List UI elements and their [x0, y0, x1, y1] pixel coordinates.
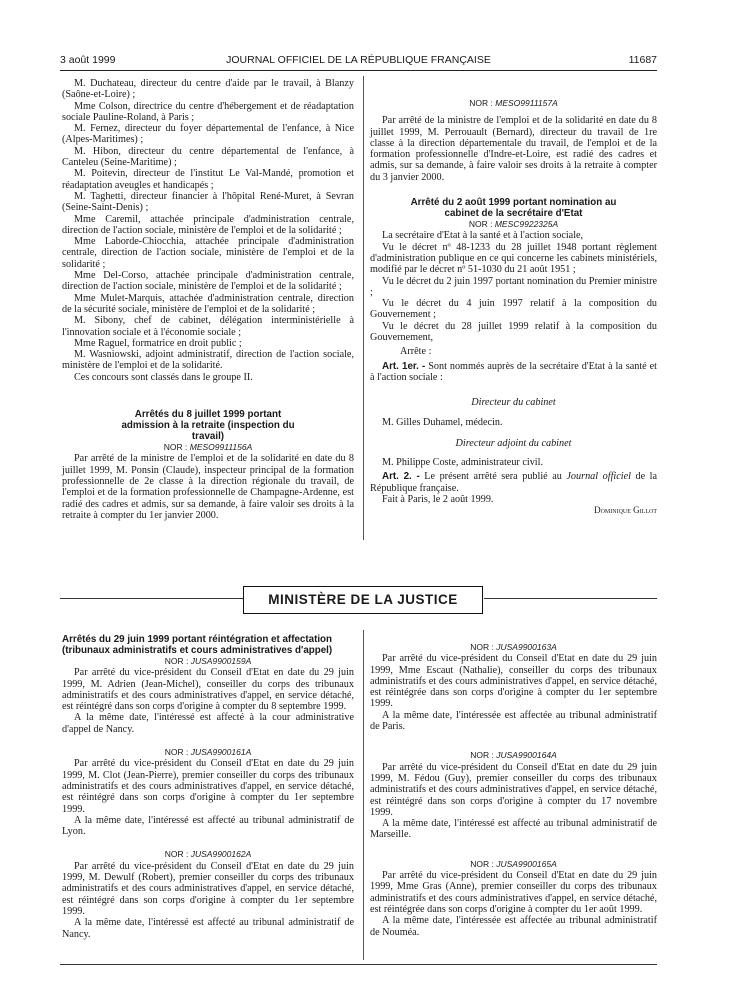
arrete-text: A la même date, l'intéressé est affecté au tribunal administratif de Nancy. — [62, 917, 354, 940]
paragraph: Mme Raguel, formatrice en droit public ; — [74, 337, 242, 349]
nor-label: NOR : — [470, 750, 494, 761]
nor-reference — [370, 642, 657, 653]
paragraph: Mme Caremil, attachée principale d'administration centrale, direction de l'action sociale, ministère de l'emploi et de la solidarité ; — [62, 213, 354, 236]
arrete-text: A la même date, l'intéressé est affecté au tribunal administratif de Lyon. — [62, 814, 354, 838]
bottom-right-column — [370, 642, 657, 938]
visa: La secrétaire d'Etat à la santé et à l'action sociale, — [382, 230, 584, 242]
issue-date: 3 août 1999 — [60, 54, 116, 66]
bottom-left-column — [62, 634, 354, 940]
top-left-column — [62, 78, 354, 521]
nor-reference — [370, 98, 657, 109]
paragraph: M. Duchateau, directeur du centre d'aide par le travail, à Blanzy (Saône-et-Loire) ; — [62, 78, 354, 101]
role-heading: Directeur du cabinet — [471, 397, 556, 409]
nor-code: MESO9911156A — [189, 442, 253, 453]
arrete-text: Par arrêté du vice-président du Conseil d'Etat en date du 29 juin 1999, Mme Gras (Anne), premier conseiller du corps des tribunaux administratifs et des cours administratives d'appel, en service détaché, est réintégrée dans son corps d'origine à compter du 1er août 1999. — [370, 870, 657, 915]
ministry-rule-left — [60, 598, 243, 599]
visa: Vu le décret du 4 juin 1997 relatif à la composition du Gouvernement ; — [370, 298, 657, 321]
paragraph: Mme Laborde-Chiocchia, attachée principale d'administration centrale, direction de l'action sociale, ministère de l'emploi et de la solidarité ; — [62, 236, 354, 270]
running-header — [60, 54, 657, 68]
arrete-text: Par arrêté de la ministre de l'emploi et de la solidarité en date du 8 juillet 1999, M. Ponsin (Claude), inspecteur principal de la formation professionnelle de 2e classe à la direction régionale du travail, de l'emploi et de la formation professionnelle de Champagne-Ardenne, est radié des cadres et admis, sur sa demande, à faire valoir ses droits à la retraite à compter du 1er janvier 2000. — [62, 453, 354, 521]
article-text: Sont nommés auprès de la secrétaire d'Etat à la santé et à l'action sociale : — [370, 360, 657, 383]
paragraph: Mme Del-Corso, attachée principale d'administration centrale, direction de l'action sociale, ministère de l'emploi et de la solidarité ; — [62, 270, 354, 293]
arrete-text: A la même date, l'intéressée est affectée au tribunal administratif de Paris. — [370, 709, 657, 733]
nor-code: JUSA9900163A — [496, 642, 557, 652]
arrete-text: A la même date, l'intéressé est affecté au tribunal administratif de Marseille. — [370, 818, 657, 841]
nor-code: JUSA9900164A — [496, 750, 557, 761]
nor-code: JUSA9900159A — [190, 656, 252, 666]
nor-label: NOR : — [469, 98, 493, 108]
appointee: M. Philippe Coste, administrateur civil. — [382, 457, 544, 469]
ministry-rule-right — [484, 598, 657, 599]
signature: Dominique Gillot — [594, 505, 657, 516]
nor-code: JUSA9900165A — [496, 858, 557, 869]
paragraph: M. Fernez, directeur du foyer départemental de l'enfance, à Nice (Alpes-Maritimes) ; — [62, 123, 354, 146]
nor-reference — [62, 747, 354, 758]
article-label: Art. 2. - — [382, 471, 420, 483]
arrete-word: Arrête : — [400, 346, 432, 358]
nor-code: JUSA9900162A — [190, 849, 252, 860]
article-text: Le présent arrêté sera publié au — [424, 471, 562, 483]
visa: Vu le décret du 2 juin 1997 portant nomination du Premier ministre ; — [370, 275, 657, 298]
role-heading: Directeur adjoint du cabinet — [455, 437, 572, 449]
paragraph: M. Wasniowski, adjoint administratif, direction de l'action sociale, ministère de l'emploi et de la solidarité. — [62, 349, 354, 372]
column-divider — [363, 76, 364, 540]
arrete-text: Par arrêté du vice-président du Conseil d'Etat en date du 29 juin 1999, Mme Escaut (Nathalie), conseiller du corps des tribunaux administratifs et des cours administratives d'appel, en service détaché, est réintégrée dans son corps d'origine à compter du 1er septembre 1999. — [370, 653, 657, 710]
arrete-text: A la même date, l'intéressé est affecté à la cour administrative d'appel de Nancy. — [62, 712, 354, 735]
paragraph: M. Poitevin, directeur de l'institut Le Val-Mandé, promotion et réadaptation aveugles et handicapés ; — [62, 168, 354, 191]
header-rule — [60, 70, 657, 71]
paragraph: Mme Colson, directrice du centre d'hébergement et de réadaptation sociale Pauline-Roland, à Paris ; — [62, 100, 354, 123]
footer-rule — [60, 964, 657, 965]
visa: Vu le décret nº 48-1233 du 28 juillet 1948 portant règlement d'administration publique en ce qui concerne les cabinets ministériels, modifié par le décret nº 51-1030 du 21 août 1951 ; — [370, 241, 657, 276]
nor-label: NOR : — [164, 747, 189, 758]
paragraph: M. Sibony, chef de cabinet, délégation interministérielle à l'innovation sociale et à l'économie sociale ; — [62, 315, 354, 338]
visa: Vu le décret du 28 juillet 1999 relatif à la composition du Gouvernement, — [370, 320, 657, 344]
done-at: Fait à Paris, le 2 août 1999. — [382, 494, 494, 506]
arrete-title: Arrêtés du 29 juin 1999 portant réintégration et affectation (tribunaux administratifs et cours administratives d'appel) — [62, 634, 333, 656]
page-number: 11687 — [628, 54, 657, 66]
ministry-heading: MINISTÈRE DE LA JUSTICE — [268, 592, 458, 607]
nor-reference — [62, 656, 354, 667]
paragraph: M. Hibon, directeur du centre départemental de l'enfance, à Canteleu (Seine-Maritime) ; — [62, 145, 354, 169]
arrete-text: Par arrêté du vice-président du Conseil d'Etat en date du 29 juin 1999, M. Adrien (Jean-Michel), conseiller du corps des tribunaux administratifs et des cours administratives d'appel, en service détaché, est réintégré dans son corps d'origine à compter du 8 septembre 1999. — [62, 667, 354, 713]
nor-label: NOR : — [163, 442, 188, 453]
nor-reference — [370, 750, 657, 761]
nor-label: NOR : — [164, 849, 189, 860]
nor-reference — [370, 219, 657, 230]
paragraph: Ces concours sont classés dans le groupe II. — [74, 371, 253, 383]
paragraph: M. Taghetti, directeur financier à l'hôpital René-Muret, à Sevran (Seine-Saint-Denis) ; — [62, 190, 354, 214]
nor-reference — [62, 849, 354, 860]
column-divider — [363, 630, 364, 960]
nor-reference — [370, 859, 657, 870]
journal-title: JOURNAL OFFICIEL DE LA RÉPUBLIQUE FRANÇAISE — [226, 54, 491, 66]
arrete-text: Par arrêté du vice-président du Conseil d'Etat en date du 29 juin 1999, M. Clot (Jean-Pierre), premier conseiller du corps des tribunaux administratifs et des cours administratives d'appel, en service détaché, est réintégré dans son corps d'origine à compter du 1er septembre 1999. — [62, 758, 354, 815]
arrete-text: Par arrêté du vice-président du Conseil d'Etat en date du 29 juin 1999, M. Dewulf (Robert), premier conseiller du corps des tribunaux administratifs et des cours administratives d'appel, en service détaché, est réintégré dans son corps d'origine à compter du 1er septembre 1999. — [62, 860, 354, 917]
ministry-heading-box — [243, 586, 483, 614]
nor-label: NOR : — [470, 858, 494, 869]
article-label: Art. 1er. - — [382, 360, 426, 372]
arrete-text: A la même date, l'intéressée est affectée au tribunal administratif de Nouméa. — [370, 915, 657, 938]
top-right-column — [370, 98, 657, 517]
arrete-text: Par arrêté de la ministre de l'emploi et de la solidarité en date du 8 juillet 1999, M. Perrouault (Bernard), directeur du travail de 1re classe à la direction départementale du travail, de l'emploi et de la formation professionnelle d'Indre-et-Loire, est radié des cadres et admis, sur sa demande, à faire valoir ses droits à la retraite à compter du 3 janvier 2000. — [370, 115, 657, 183]
nor-label: NOR : — [164, 656, 189, 666]
article-1 — [370, 361, 657, 384]
nor-label: NOR : — [468, 219, 493, 230]
arrete-text: Par arrêté du vice-président du Conseil d'Etat en date du 29 juin 1999, M. Fédou (Guy), premier conseiller du corps des tribunaux administratifs et des cours administratives d'appel, en service détaché, est réintégré dans son corps d'origine à compter du 17 novembre 1999. — [370, 761, 657, 818]
article-text: de la République française. — [370, 471, 657, 494]
journal-name: Journal officiel — [566, 471, 631, 483]
nor-label: NOR : — [470, 642, 494, 652]
paragraph: Mme Mulet-Marquis, attachée d'administration centrale, direction de la sécurité sociale, ministère de l'emploi et de la solidarité ; — [62, 292, 354, 315]
nor-code: MESO9911157A — [495, 98, 558, 108]
nor-code: JUSA9900161A — [190, 747, 252, 758]
nor-code: MESC9922325A — [494, 219, 559, 230]
arrete-title: Arrêté du 2 août 1999 portant nomination au cabinet de la secrétaire d'Etat — [410, 197, 617, 220]
article-2 — [370, 471, 657, 494]
appointee: M. Gilles Duhamel, médecin. — [382, 416, 503, 428]
arrete-title: Arrêtés du 8 juillet 1999 portant admission à la retraite (inspection du travail) — [121, 409, 295, 443]
nor-reference — [62, 442, 354, 453]
